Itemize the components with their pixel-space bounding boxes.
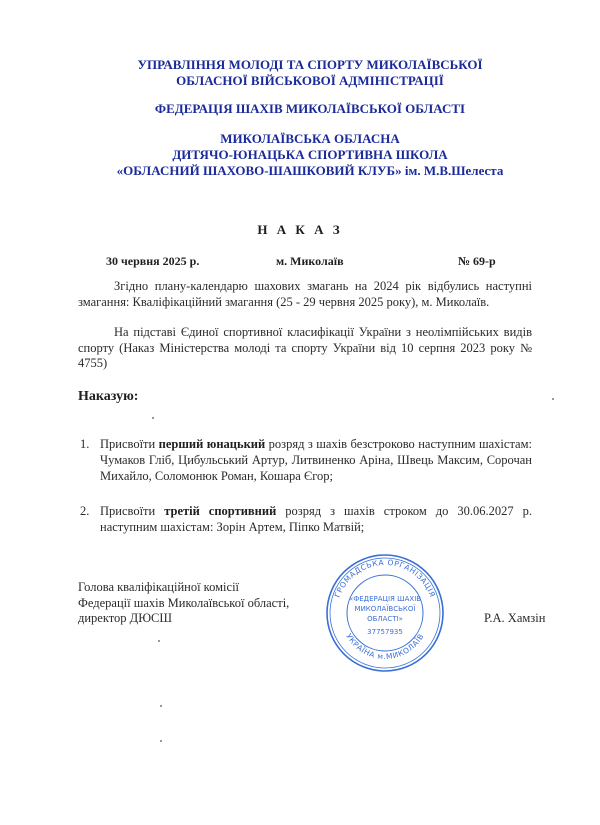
order-date: 30 червня 2025 р.	[106, 254, 200, 268]
signature-line-1: Голова кваліфікаційної комісії	[78, 580, 240, 594]
stamp-bottom-text: УКРАЇНА м.МИКОЛАЇВ	[344, 631, 426, 662]
ministry-line-1: УПРАВЛІННЯ МОЛОДІ ТА СПОРТУ МИКОЛАЇВСЬКОЇ	[137, 57, 483, 72]
official-stamp	[325, 553, 445, 673]
ministry-header	[60, 57, 560, 89]
scan-speck	[552, 398, 554, 400]
item-number: 1.	[80, 437, 90, 451]
federation-line: ФЕДЕРАЦІЯ ШАХІВ МИКОЛАЇВСЬКОЇ ОБЛАСТІ	[154, 101, 466, 116]
stamp-outer-text: ГРОМАДСЬКА ОРГАНІЗАЦІЯ	[332, 557, 438, 599]
item-text-pre: Присвоїти	[100, 504, 165, 518]
stamp-code: 37757935	[367, 628, 403, 636]
paragraph-1-text: Згідно плану-календарю шахових змагань на 2024 рік відбулись наступні змагання: Кваліфікаційний змагання (25 - 29 червня 2025 року), м. Миколаїв.	[78, 279, 532, 309]
scan-speck	[160, 705, 162, 707]
item-text-bold: третій спортивний	[164, 504, 277, 518]
signature-line-2: Федерації шахів Миколаївської області,	[78, 595, 290, 610]
order-item	[78, 503, 532, 535]
signature-line-3: директор ДЮСШ	[78, 611, 173, 625]
scan-speck	[160, 740, 162, 742]
item-text-post: розряд з шахів безстроково наступним шахістам: Чумаков Гліб, Цибульський Артур, Литвиненко Аріна, Швець Максим, Сорочан Михайло, Соломонюк Роман, Кошара Єгор;	[100, 437, 532, 483]
paragraph-2	[78, 325, 532, 372]
scan-speck	[158, 640, 160, 642]
item-text-bold: перший юнацький	[158, 437, 266, 451]
order-number: № 69-р	[458, 254, 496, 268]
item-text-post: розряд з шахів строком до 30.06.2027 р. наступним шахістам: Зорін Артем, Піпко Матвій;	[100, 504, 532, 534]
scan-speck	[152, 417, 154, 419]
signature-block	[78, 580, 289, 627]
order-word: Наказую:	[78, 389, 139, 404]
stamp-inner-line-2: МИКОЛАЇВСЬКОЇ	[354, 605, 416, 613]
item-number: 2.	[80, 504, 90, 518]
item-text	[100, 503, 532, 535]
school-header	[60, 131, 560, 179]
order-place: м. Миколаїв	[276, 254, 344, 268]
item-text-pre: Присвоїти	[100, 437, 159, 451]
order-item	[78, 436, 532, 484]
stamp-inner-line-1: «ФЕДЕРАЦІЯ ШАХІВ	[348, 595, 422, 603]
paragraph-2-text: На підставі Єдиної спортивної класифікації України з неолімпійських видів спорту (Наказ Міністерства молоді та спорту України від 10 серпня 2023 року № 4755)	[78, 325, 532, 370]
stamp-inner-ring	[347, 575, 423, 651]
federation-header	[60, 101, 560, 117]
item-text	[100, 436, 532, 484]
signer-name: Р.А. Хамзін	[484, 611, 546, 625]
school-line-2: ДИТЯЧО-ЮНАЦЬКА СПОРТИВНА ШКОЛА	[172, 147, 448, 162]
order-title: Н А К А З	[257, 222, 343, 237]
school-line-3: «ОБЛАСНИЙ ШАХОВО-ШАШКОВИЙ КЛУБ» ім. М.В.Шелеста	[116, 163, 504, 178]
stamp-inner-line-3: ОБЛАСТІ»	[367, 615, 403, 623]
ministry-line-2: ОБЛАСНОЇ ВІЙСЬКОВОЇ АДМІНІСТРАЦІЇ	[176, 73, 444, 88]
paragraph-1	[78, 279, 532, 310]
school-line-1: МИКОЛАЇВСЬКА ОБЛАСНА	[220, 131, 400, 146]
